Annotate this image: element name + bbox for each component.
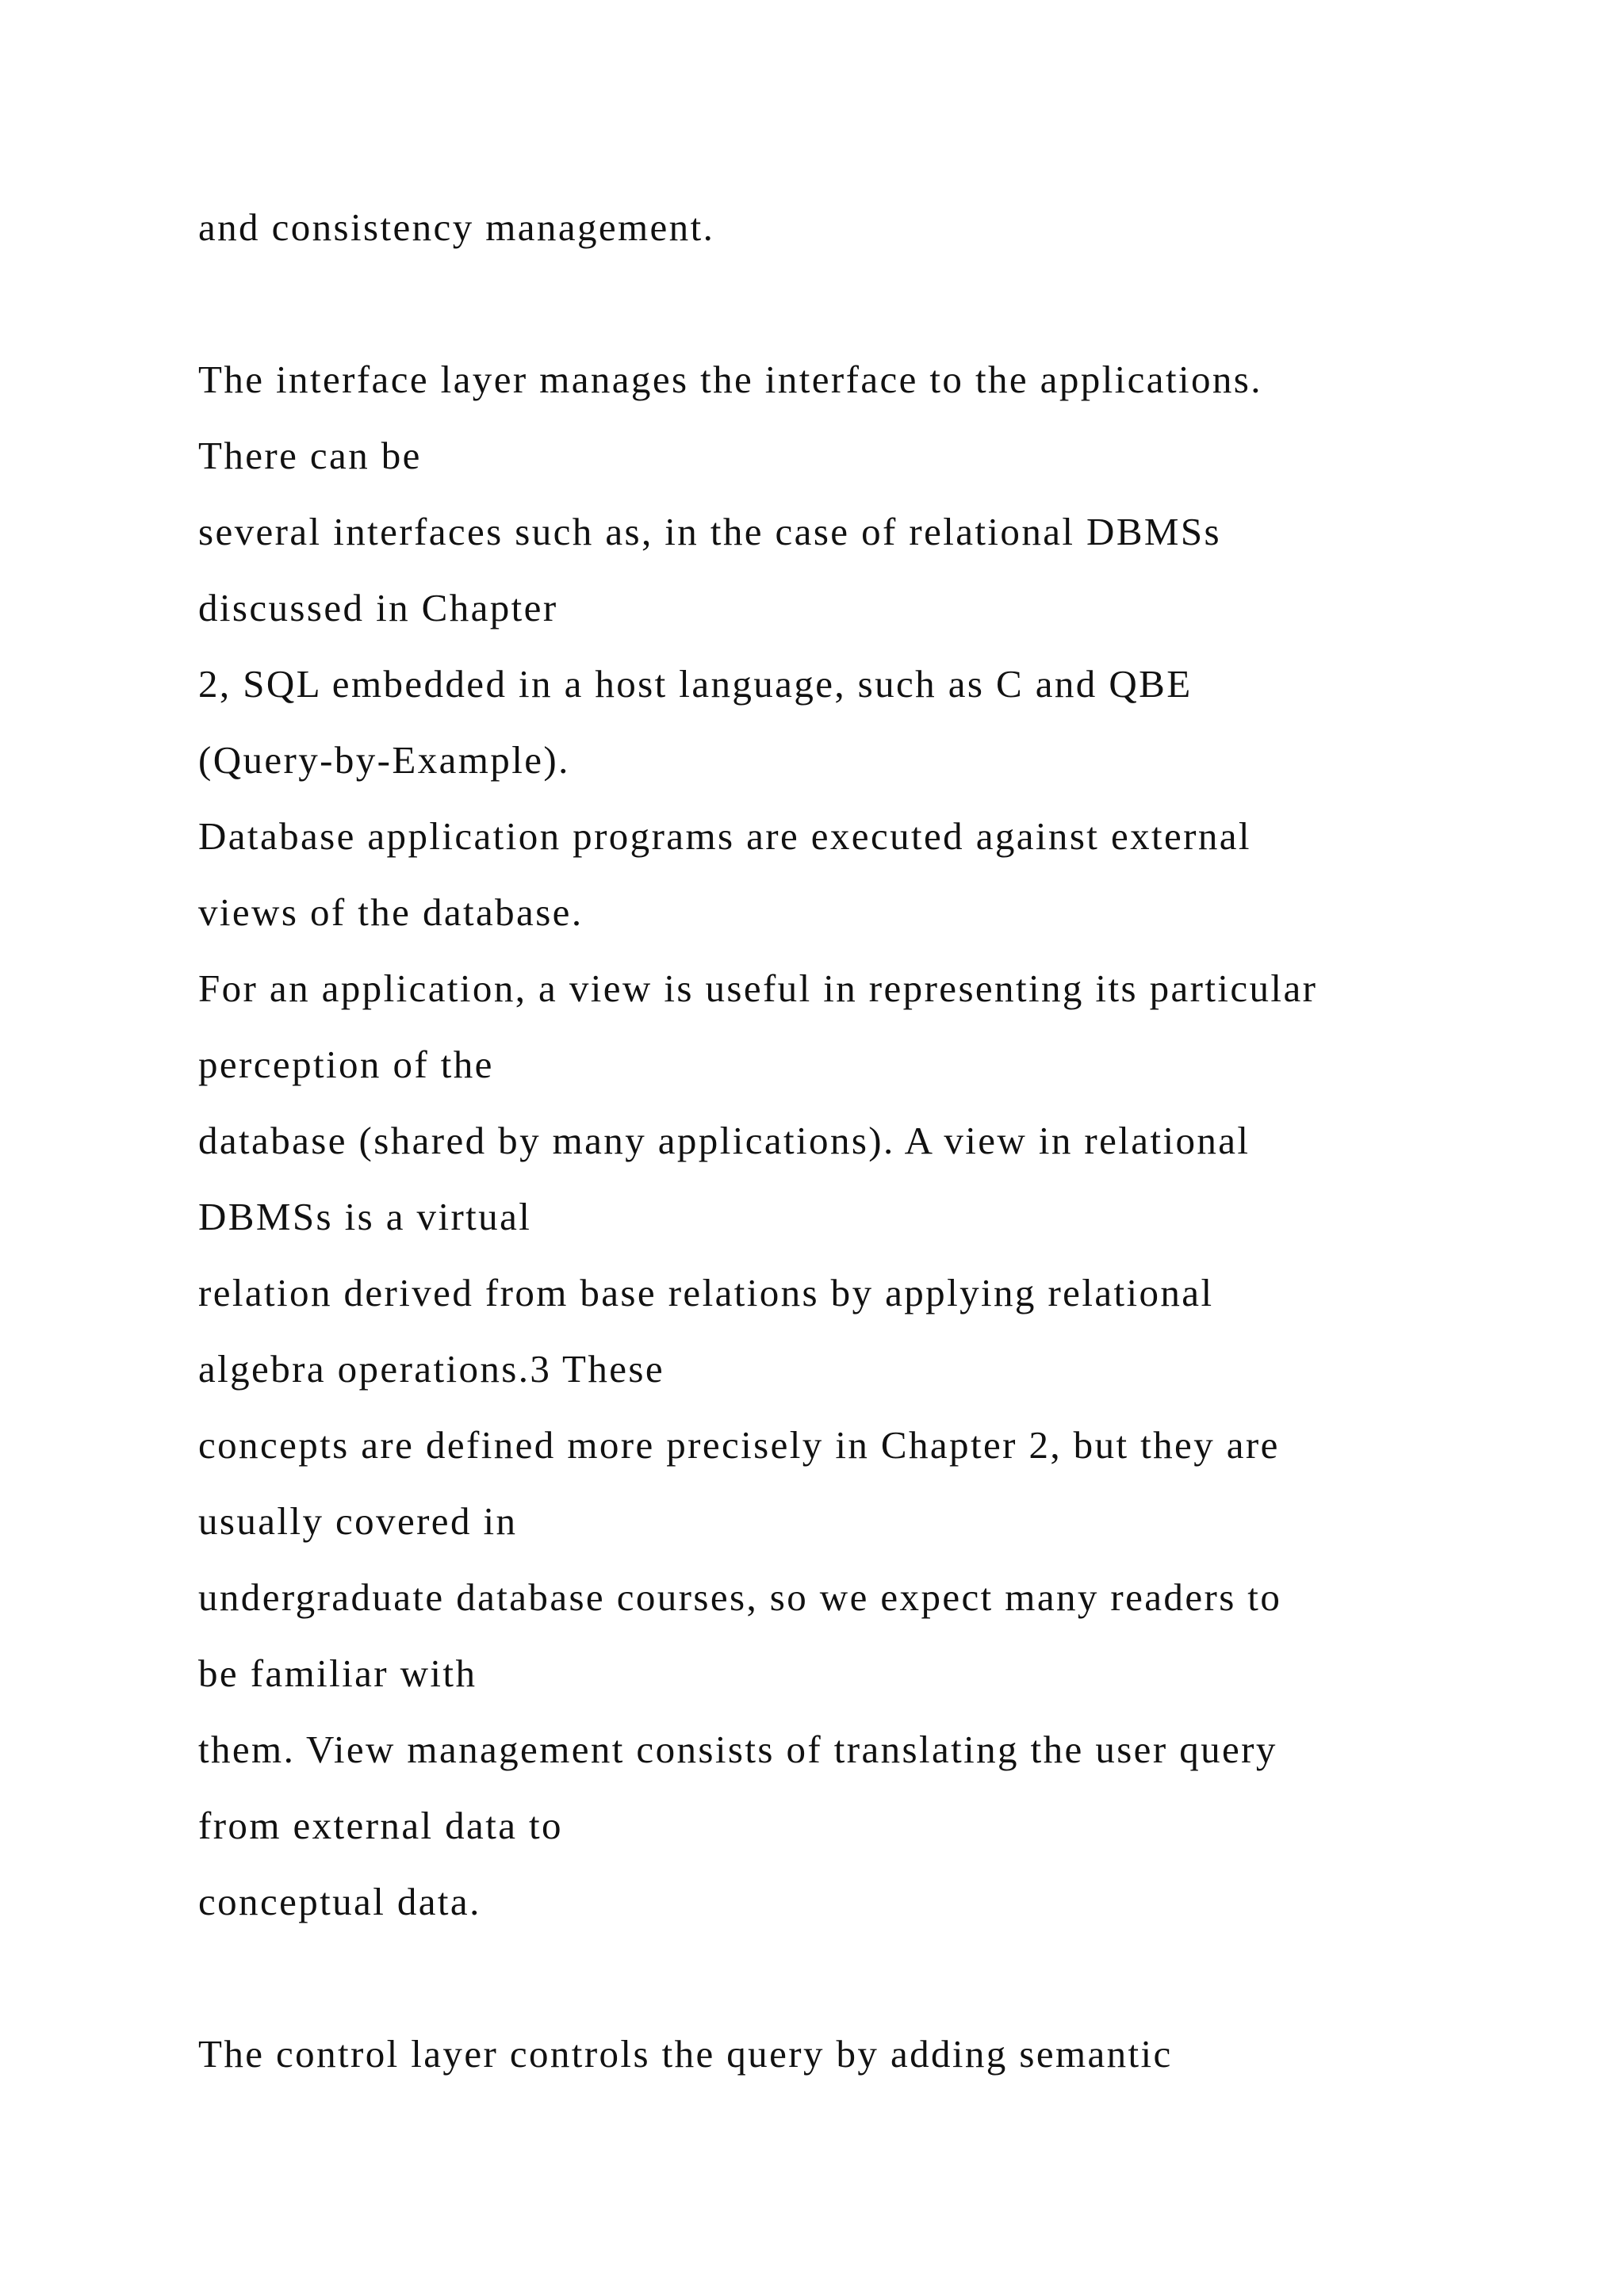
text-line: There can be [198, 434, 422, 477]
text-line: discussed in Chapter [198, 586, 558, 629]
text-line: be familiar with [198, 1651, 477, 1695]
text-line: The interface layer manages the interface to the applications. [198, 358, 1262, 401]
text-line: conceptual data. [198, 1880, 481, 1923]
text-line: them. View management consists of translating the user query [198, 1728, 1277, 1771]
text-line: For an application, a view is useful in representing its particular [198, 966, 1318, 1010]
text-line: Database application programs are executed against external [198, 814, 1251, 858]
text-line: undergraduate database courses, so we expect many readers to [198, 1575, 1282, 1619]
text-line: database (shared by many applications). A view in relational [198, 1119, 1251, 1162]
text-line: usually covered in [198, 1499, 518, 1543]
text-line: (Query-by-Example). [198, 738, 570, 782]
text-line: from external data to [198, 1804, 563, 1847]
text-line: The control layer controls the query by adding semantic [198, 2032, 1173, 2076]
text-line: algebra operations.3 These [198, 1347, 665, 1391]
text-line: relation derived from base relations by applying relational [198, 1271, 1214, 1314]
text-line: several interfaces such as, in the case of relational DBMSs [198, 510, 1221, 553]
text-line: perception of the [198, 1043, 494, 1086]
text-line: 2, SQL embedded in a host language, such as C and QBE [198, 662, 1193, 706]
text-line: and consistency management. [198, 205, 715, 249]
text-line: views of the database. [198, 890, 584, 934]
text-line: concepts are defined more precisely in Chapter 2, but they are [198, 1423, 1280, 1467]
text-line: DBMSs is a virtual [198, 1195, 532, 1238]
